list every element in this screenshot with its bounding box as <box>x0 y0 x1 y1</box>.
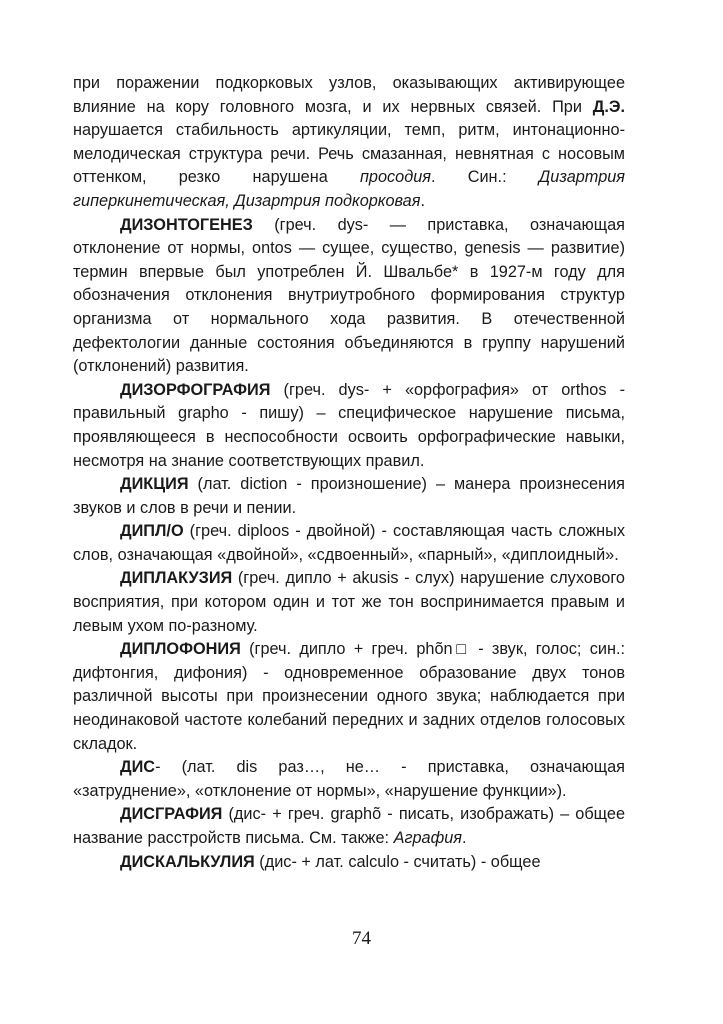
intro-text-4: . <box>420 191 425 210</box>
entry-dis <box>73 756 625 803</box>
entry-term: ДИС <box>120 758 156 777</box>
entry-term: ДИКЦИЯ <box>120 475 189 494</box>
intro-text-2: нарушается стабильность артикуляции, темп, ритм, интонационно-мелодическая структура речи. Речь смазанная, невнятная с носовым оттенком, резко нарушена <box>73 121 625 187</box>
entry-definition: (дис- + лат. calculo - считать) - общее <box>254 852 541 871</box>
entry-diskalkuliya <box>73 851 625 875</box>
entry-definition: (греч. dys- — приставка, означающая отклонение от нормы, ontos — сущее, существо, genesis — развитие) термин впервые был употреблен Й. Швальбе* в 1927-м году для обозначения отклонения внутриутробного формирования структур организма от нормального хода развития. В отечественной дефектологии данные состояния объединяются в группу нарушений (отклонений) развития. <box>73 215 625 376</box>
entry-dizorfografiya <box>73 379 625 473</box>
entry-definition: (греч. дипло + греч. phõn□ - звук, голос; син.: дифтонгия, дифония) - одновременное образование двух тонов различной высоты при произнесении одного звука; наблюдается при неодинаковой частоте колебаний передних и задних отделов голосовых складок. <box>73 640 625 753</box>
intro-abbreviation: Д.Э. <box>592 97 625 116</box>
entry-definition: (лат. diction - произношение) – манера произнесения звуков и слов в речи и пении. <box>73 475 625 517</box>
entry-term: ДИСГРАФИЯ <box>120 805 223 824</box>
entry-see-also-italic: Аграфия <box>393 829 462 847</box>
entry-dizontogenez <box>73 214 625 379</box>
entry-diplofoniya <box>73 638 625 756</box>
intro-italic-synonyms: Дизартрия гиперкинетическая, Дизартрия подкорковая <box>73 168 625 210</box>
page-number: 74 <box>352 928 371 949</box>
entry-definition: (греч. дипло + akusis - слух) нарушение слухового восприятия, при котором один и тот же тон воспринимается правым и левым ухом по-разному. <box>73 569 625 635</box>
intro-italic-prosody: просодия <box>359 168 431 187</box>
entry-definition: (греч. diploos - двойной) - составляющая часть сложных слов, означающая «двойной», «сдвоенный», «парный», «диплоидный». <box>73 522 625 564</box>
entry-dikciya <box>73 473 625 520</box>
entry-diplo <box>73 520 625 567</box>
entry-definition: - (лат. dis раз…, не… - приставка, означающая «затруднение», «отклонение от нормы», «нарушение функции»). <box>73 758 625 800</box>
entry-end: . <box>461 829 467 847</box>
entry-diplakuziya <box>73 567 625 638</box>
entry-disgrafiya <box>73 803 625 850</box>
entry-definition: (греч. dys- + «орфография» от orthos - правильный grapho - пишу) – специфическое нарушение письма, проявляющееся в неспособности освоить орфографические навыки, несмотря на знание соответствующих правил. <box>73 380 625 470</box>
intro-text-1: при поражении подкорковых узлов, оказывающих активирующее влияние на кору головного мозга, и их нервных связей. При <box>73 74 625 116</box>
entry-term: ДИПЛ/О <box>120 522 184 541</box>
entry-term: ДИЗОНТОГЕНЕЗ <box>120 215 253 234</box>
entry-term: ДИСКАЛЬКУЛИЯ <box>120 852 255 871</box>
page-body <box>73 72 625 874</box>
entry-definition: (дис- + греч. graphõ - писать, изображать) – общее название расстройств письма. См. также: <box>73 805 625 847</box>
entry-term: ДИПЛАКУЗИЯ <box>120 569 233 588</box>
entry-term: ДИПЛОФОНИЯ <box>120 640 241 659</box>
intro-paragraph <box>73 72 625 214</box>
entry-term: ДИЗОРФОГРАФИЯ <box>120 380 271 399</box>
intro-text-3: . Син.: <box>430 168 539 187</box>
